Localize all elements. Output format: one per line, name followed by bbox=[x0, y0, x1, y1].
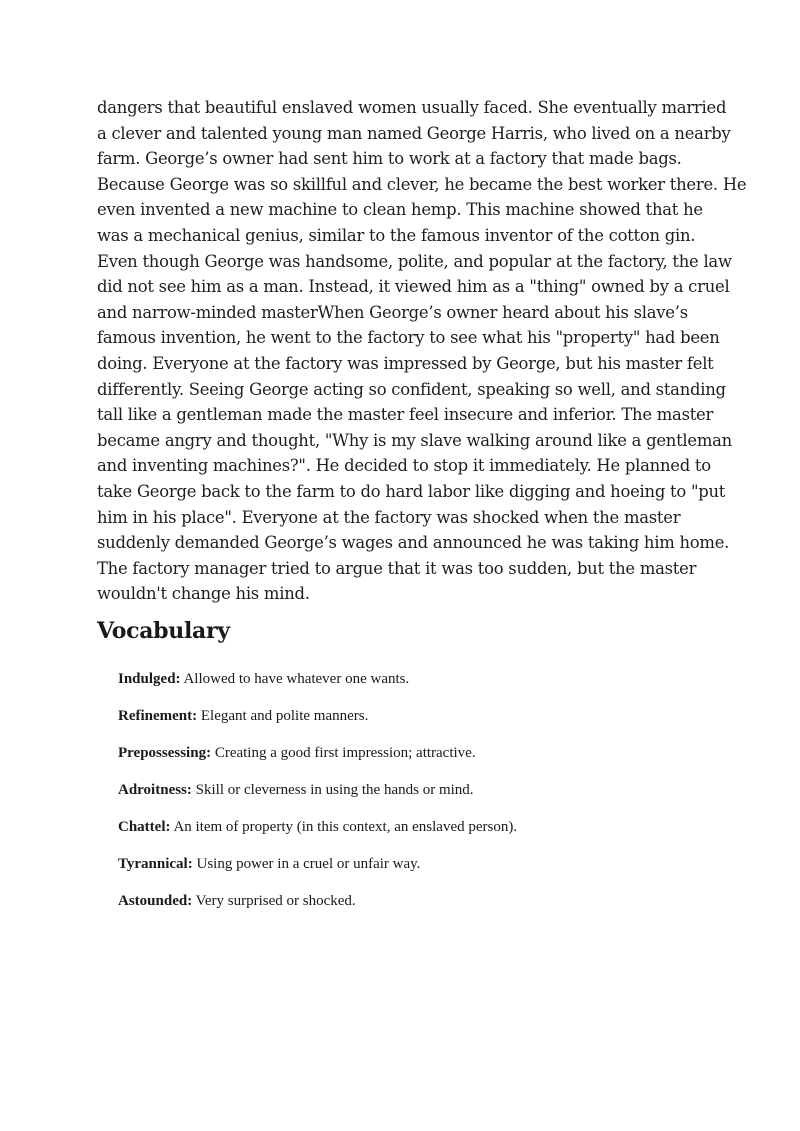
vocabulary-definition: Very surprised or shocked. bbox=[195, 893, 356, 909]
vocabulary-definition: An item of property (in this context, an enslaved person). bbox=[173, 819, 518, 835]
vocabulary-item bbox=[118, 668, 718, 705]
vocabulary-item bbox=[118, 853, 718, 890]
vocabulary-term: Adroitness: bbox=[118, 782, 192, 798]
vocabulary-definition: Skill or cleverness in using the hands or mind. bbox=[195, 782, 474, 798]
vocabulary-item bbox=[118, 779, 718, 816]
vocabulary-definition: Allowed to have whatever one wants. bbox=[183, 671, 410, 687]
vocabulary-term: Refinement: bbox=[118, 708, 198, 724]
paragraph-line: doing. Everyone at the factory was impressed by George, but his master felt bbox=[97, 353, 714, 373]
vocabulary-definition: Using power in a cruel or unfair way. bbox=[196, 856, 421, 872]
vocabulary-term: Chattel: bbox=[118, 819, 171, 835]
vocabulary-heading: Vocabulary bbox=[97, 618, 230, 644]
paragraph-line: was a mechanical genius, similar to the famous inventor of the cotton gin. bbox=[97, 225, 696, 245]
paragraph-line: take George back to the farm to do hard labor like digging and hoeing to "put bbox=[97, 481, 726, 501]
vocabulary-definition: Creating a good first impression; attractive. bbox=[214, 745, 476, 761]
paragraph-line: wouldn't change his mind. bbox=[97, 584, 310, 604]
paragraph-line: The factory manager tried to argue that it was too sudden, but the master bbox=[97, 558, 697, 578]
vocabulary-definition: Elegant and polite manners. bbox=[200, 708, 369, 724]
vocabulary-item bbox=[118, 742, 718, 779]
paragraph-line: and narrow-minded masterWhen George’s owner heard about his slave’s bbox=[97, 302, 688, 322]
paragraph-line: dangers that beautiful enslaved women usually faced. She eventually married bbox=[97, 98, 727, 117]
vocabulary-term: Prepossessing: bbox=[118, 745, 212, 761]
paragraph-line: him in his place". Everyone at the factory was shocked when the master bbox=[97, 507, 681, 527]
vocabulary-term: Indulged: bbox=[118, 671, 181, 687]
paragraph-line: tall like a gentleman made the master feel insecure and inferior. The master bbox=[97, 405, 714, 425]
paragraph-line: famous invention, he went to the factory to see what his "property" had been bbox=[97, 328, 720, 348]
paragraph-line: Because George was so skillful and clever, he became the best worker there. He bbox=[97, 174, 747, 194]
vocabulary-term: Tyrannical: bbox=[118, 856, 193, 872]
vocabulary-item bbox=[118, 890, 718, 927]
paragraph-line: did not see him as a man. Instead, it viewed him as a "thing" owned by a cruel bbox=[97, 277, 730, 297]
paragraph-line: a clever and talented young man named George Harris, who lived on a nearby bbox=[97, 123, 731, 143]
vocabulary-item bbox=[118, 705, 718, 742]
paragraph-line: even invented a new machine to clean hemp. This machine showed that he bbox=[97, 200, 703, 220]
paragraph-line: Even though George was handsome, polite, and popular at the factory, the law bbox=[97, 251, 732, 271]
paragraph-line: became angry and thought, "Why is my slave walking around like a gentleman bbox=[97, 430, 732, 450]
vocabulary-term: Astounded: bbox=[118, 893, 193, 909]
paragraph-line: suddenly demanded George’s wages and announced he was taking him home. bbox=[97, 533, 730, 553]
paragraph-line: differently. Seeing George acting so confident, speaking so well, and standing bbox=[97, 379, 726, 399]
story-paragraph bbox=[97, 95, 747, 607]
paragraph-line: and inventing machines?". He decided to stop it immediately. He planned to bbox=[97, 456, 711, 476]
vocabulary-list bbox=[118, 668, 718, 927]
paragraph-line: farm. George’s owner had sent him to work at a factory that made bags. bbox=[97, 149, 682, 169]
vocabulary-item bbox=[118, 816, 718, 853]
